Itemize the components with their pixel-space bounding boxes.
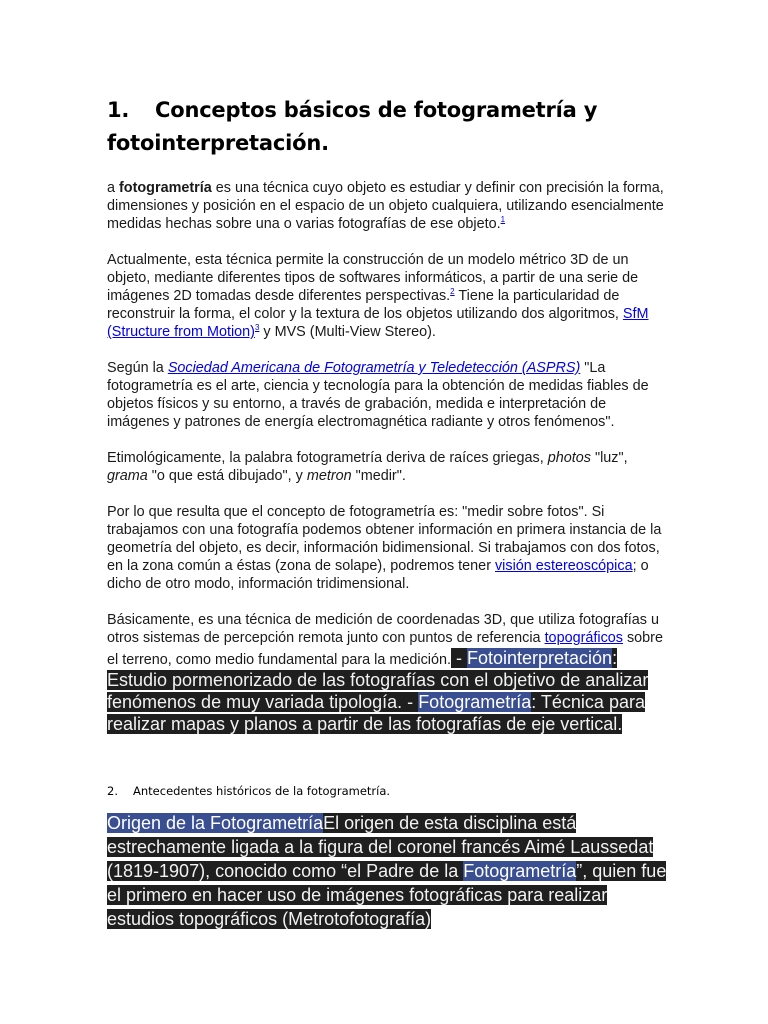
highlight-fotointerpretacion: Fotointerpretación bbox=[466, 648, 613, 668]
p5-text2: ; o dicho de otro modo, información tridimensional. bbox=[107, 558, 649, 592]
section-2-heading bbox=[107, 783, 667, 799]
p3-text2: "La fotogrametría es el arte, ciencia y tecnología para la obtención de medidas fiables de objetos físicos y su entorno, a través de grabación, medida e interpretación de imágenes y patrones de energía electromagnética radiante y otros fenómenos". bbox=[107, 360, 649, 430]
section-1-heading bbox=[107, 94, 667, 160]
link-vision-estereoscopica[interactable]: visión estereoscópica bbox=[494, 558, 633, 574]
dark-text-1: : Estudio pormenorizado de las fotografías con el objetivo de analizar fenómenos de muy variada tipología. - bbox=[107, 648, 649, 712]
paragraph-definition bbox=[107, 179, 667, 233]
origin-text-2: ”, quien fue el primero en hacer uso de imágenes fotográficas para realizar estudios topográficos (Metrotofotografía) bbox=[107, 861, 667, 929]
definition-text: es una técnica cuyo objeto es estudiar y definir con precisión la forma, dimensiones y posición en el espacio de un objeto cualquiera, utilizando esencialmente medidas hechas sobre una o varias fotografías de ese objeto. bbox=[107, 180, 664, 232]
p4-text1: Etimológicamente, la palabra fotogrametría deriva de raíces griegas, bbox=[107, 450, 548, 466]
link-sfm[interactable]: SfM (Structure from Motion) bbox=[107, 306, 649, 340]
p2-text2: Tiene la particularidad de reconstruir la forma, el color y la textura de los objetos utilizando dos algoritmos, bbox=[107, 288, 623, 322]
p2-text3: y MVS (Multi-View Stereo). bbox=[259, 324, 436, 340]
paragraph-3d-model bbox=[107, 251, 667, 341]
footnote-ref-1[interactable]: 1 bbox=[500, 215, 506, 224]
section-2-number: 2. bbox=[107, 784, 118, 798]
p2-text1: Actualmente, esta técnica permite la construcción de un modelo métrico 3D de un objeto, mediante diferentes tipos de softwares informáticos, a partir de una serie de imágenes 2D tomadas desde diferentes perspectivas. bbox=[107, 252, 639, 304]
p4-t1: "luz", bbox=[590, 450, 628, 466]
section-1-number: 1. bbox=[107, 98, 130, 122]
word-photos: photos bbox=[547, 450, 591, 466]
p5-text1: Por lo que resulta que el concepto de fotogrametría es: "medir sobre fotos". Si trabajamos con una fotografía podemos obtener información en primera instancia de la geometría del objeto, es decir, información bidimensional. Si trabajamos con dos fotos, en la zona común a éstas (zona de solape), podremos tener bbox=[107, 504, 662, 574]
link-asprs[interactable]: Sociedad Americana de Fotogrametría y Teledetección (ASPRS) bbox=[167, 360, 581, 376]
highlight-origen: Origen de la Fotogrametría bbox=[107, 813, 324, 833]
section-1-title: Conceptos básicos de fotogrametría y fotointerpretación. bbox=[107, 98, 598, 155]
p3-text1: Según la bbox=[107, 360, 168, 376]
word-grama: grama bbox=[107, 468, 148, 484]
p4-t2: "o que está dibujado", y bbox=[147, 468, 307, 484]
origin-text-1: El origen de esta disciplina está estrechamente ligada a la figura del coronel francés Aimé Laussedat (1819-1907), conocido como “el Padre de la bbox=[107, 813, 654, 881]
paragraph-basics bbox=[107, 611, 667, 735]
section-2-title: Antecedentes históricos de la fotogrametría. bbox=[133, 784, 391, 798]
dark-text-2: : Técnica para realizar mapas y planos a partir de las fotografías de eje vertical. bbox=[107, 692, 645, 734]
origin-dark-block bbox=[107, 813, 666, 929]
footnote-ref-3[interactable]: 3 bbox=[254, 323, 260, 332]
link-topograficos[interactable]: topográficos bbox=[544, 630, 623, 646]
dark-dash-1: - bbox=[450, 648, 467, 668]
highlight-fotogrametria-2: Fotogrametría bbox=[463, 861, 577, 881]
paragraph-asprs bbox=[107, 359, 667, 431]
p6-text2: sobre el terreno, como medio fundamental para la medición. bbox=[107, 630, 663, 668]
p4-t3: "medir". bbox=[351, 468, 406, 484]
definition-lead: a bbox=[107, 180, 120, 196]
p6-text1: Básicamente, es una técnica de medición de coordenadas 3D, que utiliza fotografías u otros sistemas de percepción remota junto con puntos de referencia bbox=[107, 612, 659, 646]
term-fotogrametria: fotogrametría bbox=[119, 180, 212, 196]
paragraph-etymology bbox=[107, 449, 667, 485]
word-metron: metron bbox=[306, 468, 352, 484]
paragraph-concept bbox=[107, 503, 667, 593]
origin-paragraph bbox=[107, 811, 667, 931]
highlight-fotogrametria: Fotogrametría bbox=[418, 692, 532, 712]
document-content bbox=[107, 94, 667, 931]
footnote-ref-2[interactable]: 2 bbox=[450, 287, 455, 296]
